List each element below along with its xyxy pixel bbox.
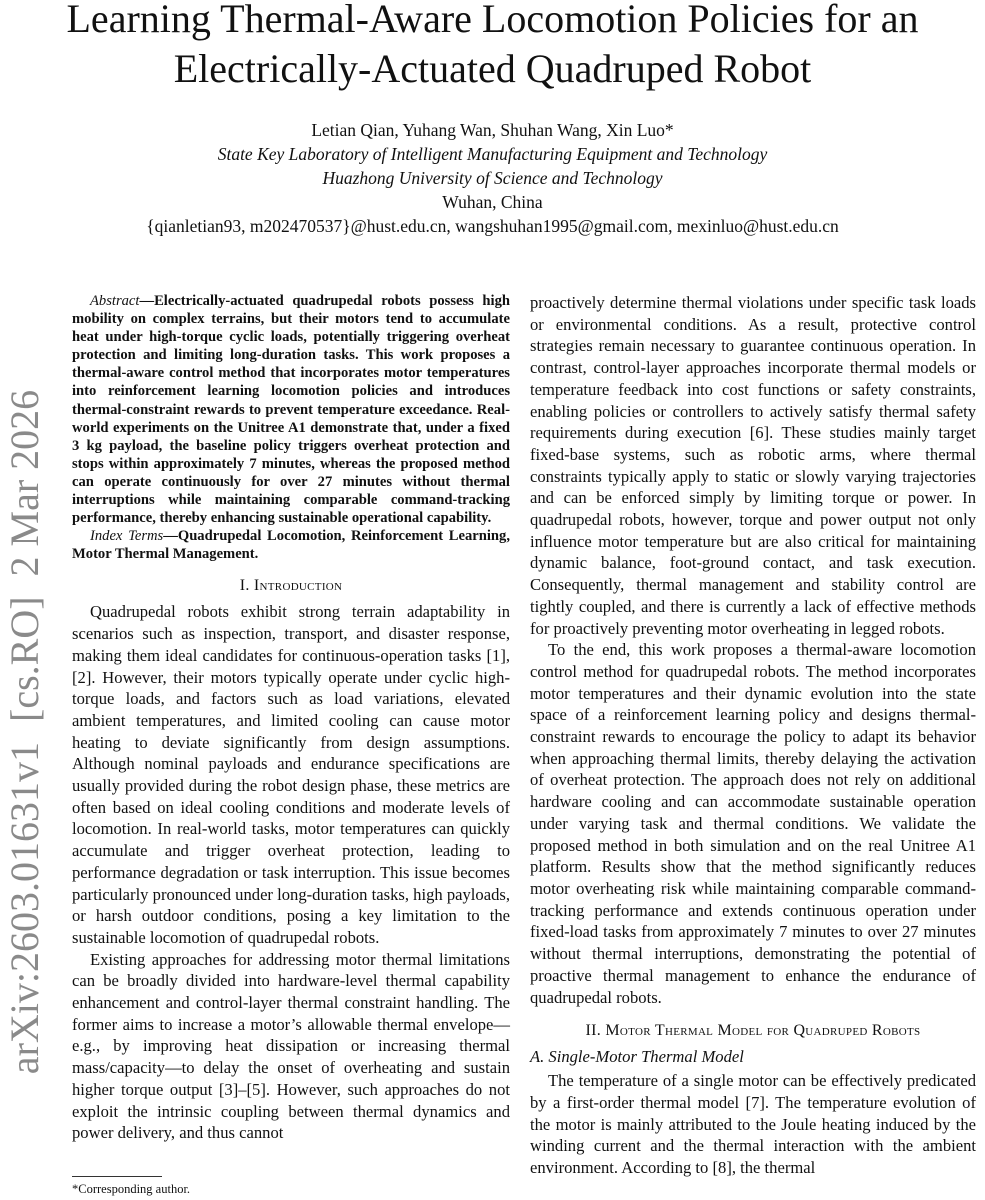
abstract — [72, 292, 510, 527]
paragraph: The temperature of a single motor can be effectively predicated by a first-order thermal model [7]. The temperature evolution of the motor is mainly attributed to the Joule heating induced by the winding current and the thermal interaction with the ambient environment. According to [8], the thermal — [530, 1071, 976, 1178]
left-column — [72, 292, 510, 1144]
affiliation-line: Huazhong University of Science and Technology — [322, 168, 663, 188]
footnote-rule — [72, 1176, 162, 1177]
location: Wuhan, China — [442, 192, 543, 212]
author-names: Letian Qian, Yuhang Wan, Shuhan Wang, Xin Luo* — [311, 120, 674, 140]
abstract-text: —Electrically-actuated quadrupedal robots possess high mobility on complex terrains, but their motors tend to accumulate heat under high-torque cyclic loads, potentially triggering overheat protection and limiting long-duration tasks. This work proposes a thermal-aware control method that incorporates motor temperatures into reinforcement learning locomotion policies and introduces thermal-constraint rewards to prevent temperature exceedance. Real-world experiments on the Unitree A1 demonstrate that, under a fixed 3 kg payload, the baseline policy triggers overheat protection and stops within approximately 7 minutes, whereas the proposed method can operate continuously for over 27 minutes without thermal interruptions while maintaining comparable command-tracking performance, thereby enhancing sustainable operational capability. — [72, 293, 510, 527]
arxiv-stamp: arXiv:2603.01631v1 [cs.RO] 2 Mar 2026 — [2, 389, 47, 1075]
paragraph: To the end, this work proposes a thermal-aware locomotion control method for quadrupedal robots. The method incorporates motor temperatures and their dynamic evolution into the state space of a reinforcement learning policy and designs thermal-constraint rewards to encourage the policy to adapt its behavior when approaching thermal limits, thereby delaying the activation of overheat protection. The approach does not rely on additional hardware cooling and can accommodate sustainable operation under varying task and thermal conditions. We validate the proposed method in both simulation and on the real Unitree A1 platform. Results show that the method significantly reduces motor overheating risk while maintaining comparable command-tracking performance and extends continuous operation under fixed-load tasks from approximately 7 minutes to over 27 minutes without thermal interruptions, demonstrating the potential of proactive thermal management to enhance the endurance of quadrupedal robots. — [530, 640, 976, 1007]
section-heading: II. Motor Thermal Model for Quadruped Robots — [585, 1022, 921, 1040]
author-block — [0, 118, 985, 238]
section-heading: I. Introduction — [239, 577, 343, 595]
abstract-label: Abstract — [90, 293, 140, 309]
emails: {qianletian93, m202470537}@hust.edu.cn, wangshuhan1995@gmail.com, mexinluo@hust.edu.cn — [146, 216, 839, 236]
paragraph: proactively determine thermal violations under specific task loads or environmental conditions. As a result, protective control strategies remain necessary to guarantee continuous operation. In contrast, control-layer approaches incorporate thermal models or temperature feedback into cost functions or safety constraints, enabling policies or controllers to actively satisfy thermal safety requirements during execution [6]. These studies mainly target fixed-base systems, such as robotic arms, where thermal constraints typically apply to static or slowly varying trajectories and can be enforced simply by limiting torque or power. In quadrupedal robots, however, torque and power output not only influence motor temperature but are also critical for maintaining dynamic balance, foot-ground contact, and task execution. Consequently, thermal management and stability control are tightly coupled, and there is currently a lack of effective methods for proactively preventing motor overheating in legged robots. — [530, 293, 976, 638]
paragraph: Existing approaches for addressing motor thermal limitations can be broadly divided into hardware-level thermal capability enhancement and control-layer thermal constraint handling. The former aims to increase a motor’s allowable thermal envelope—e.g., by improving heat dissipation or increasing thermal mass/capacity—to delay the onset of overheating and sustain higher torque output [3]–[5]. However, such approaches do not exploit the intrinsic coupling between thermal dynamics and power delivery, and thus cannot — [72, 949, 510, 1143]
index-terms — [72, 527, 510, 563]
right-column — [530, 292, 976, 1179]
index-terms-label: Index Terms — [90, 528, 164, 545]
subsection-heading: A. Single-Motor Thermal Model — [530, 1047, 744, 1067]
paragraph: Quadrupedal robots exhibit strong terrain adaptability in scenarios such as inspection, transport, and disaster response, making them ideal candidates for continuous-operation tasks [1], [2]. However, their motors typically operate under cyclic high-torque loads, and factors such as load variations, elevated ambient temperatures, and limited cooling can cause motor heating to deviate significantly from design assumptions. Although nominal payloads and endurance specifications are usually provided during the robot design phase, these metrics are often based on ideal cooling conditions and moderate levels of locomotion. In real-world tasks, motor temperatures can quickly accumulate and trigger overheat protection, leading to performance degradation or task interruption. This issue becomes particularly pronounced under long-duration tasks, high payloads, or harsh outdoor conditions, posing a key limitation to the sustainable locomotion of quadrupedal robots. — [72, 602, 510, 947]
affiliation-line: State Key Laboratory of Intelligent Manufacturing Equipment and Technology — [217, 144, 768, 164]
index-terms-text: —Quadrupedal Locomotion, Reinforcement Learning, Motor Thermal Management. — [72, 528, 510, 563]
paper-title: Learning Thermal-Aware Locomotion Policies for an Electrically-Actuated Quadruped Robot — [66, 0, 919, 91]
footnote: *Corresponding author. — [72, 1182, 191, 1196]
